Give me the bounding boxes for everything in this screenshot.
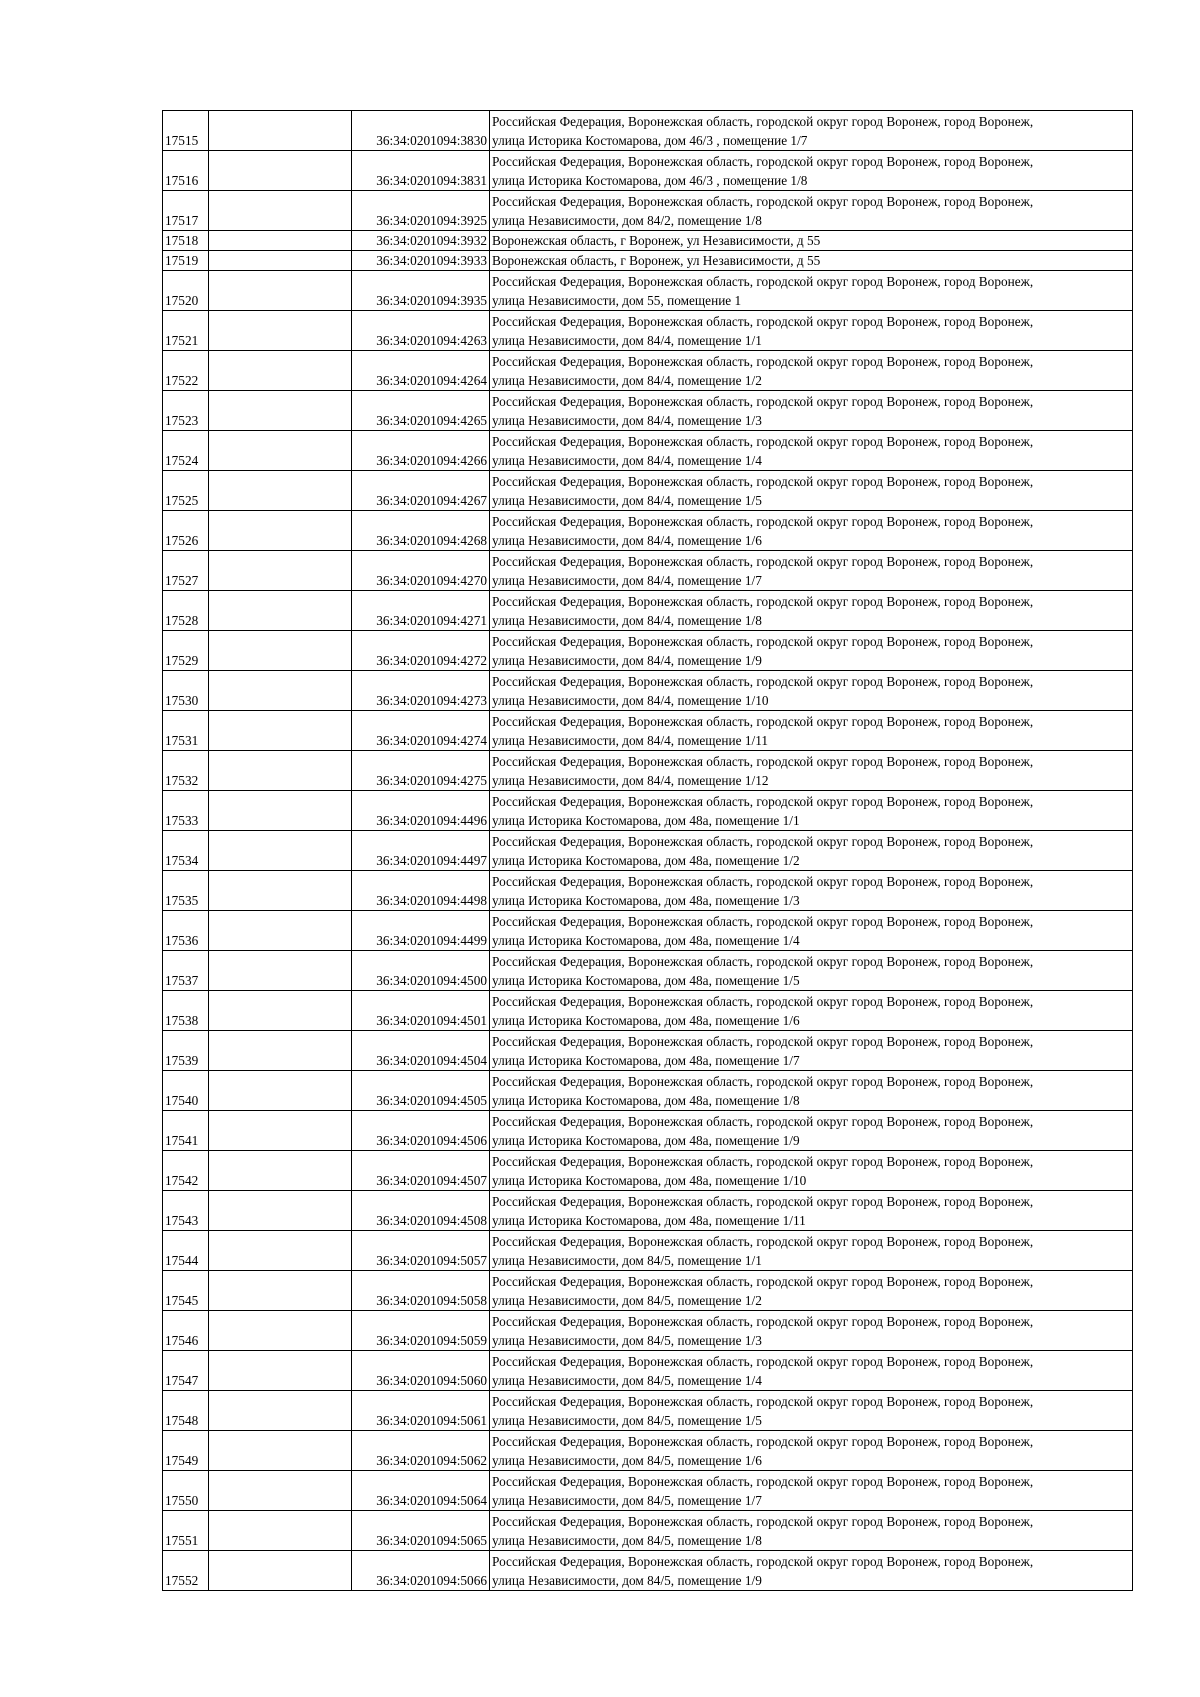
cadastral-number-cell: 36:34:0201094:4263 [352,311,490,351]
cadastral-number-cell: 36:34:0201094:5065 [352,1511,490,1551]
address-cell [490,251,1133,271]
address-cell [490,1311,1133,1351]
address-cell [490,1111,1133,1151]
row-number-cell: 17531 [163,711,209,751]
table-row [163,831,1133,871]
address-line: улица Независимости, дом 84/4, помещение 1/2 [492,373,762,388]
address-line: улица Независимости, дом 84/5, помещение 1/7 [492,1493,762,1508]
cadastral-number-cell: 36:34:0201094:3831 [352,151,490,191]
address-line: улица Независимости, дом 84/4, помещение 1/9 [492,653,762,668]
empty-cell [209,1031,352,1071]
table-row [163,1031,1133,1071]
address-line: Российская Федерация, Воронежская область, городской округ город Воронеж, город Воронеж, [492,994,1034,1009]
row-number-cell: 17528 [163,591,209,631]
table-row [163,1191,1133,1231]
empty-cell [209,1551,352,1591]
address-cell [490,1551,1133,1591]
cadastral-number-cell: 36:34:0201094:5066 [352,1551,490,1591]
table-row [163,471,1133,511]
cadastral-number-cell: 36:34:0201094:5059 [352,1311,490,1351]
cadastral-number-cell: 36:34:0201094:4506 [352,1111,490,1151]
row-number-cell: 17525 [163,471,209,511]
address-line: улица Независимости, дом 84/5, помещение 1/6 [492,1453,762,1468]
empty-cell [209,871,352,911]
address-line: улица Историка Костомарова, дом 48а, помещение 1/5 [492,973,800,988]
address-line: Российская Федерация, Воронежская область, городской округ город Воронеж, город Воронеж, [492,594,1034,609]
row-number-cell: 17541 [163,1111,209,1151]
table-row [163,1551,1133,1591]
address-line: улица Независимости, дом 84/4, помещение 1/5 [492,493,762,508]
address-line: улица Историка Костомарова, дом 48а, помещение 1/9 [492,1133,800,1148]
empty-cell [209,1191,352,1231]
empty-cell [209,191,352,231]
address-line: Российская Федерация, Воронежская область, городской округ город Воронеж, город Воронеж, [492,474,1034,489]
address-line: улица Историка Костомарова, дом 46/3 , помещение 1/7 [492,133,808,148]
address-line: Российская Федерация, Воронежская область, городской округ город Воронеж, город Воронеж, [492,1074,1034,1089]
address-cell [490,551,1133,591]
row-number-cell: 17522 [163,351,209,391]
address-line: Российская Федерация, Воронежская область, городской округ город Воронеж, город Воронеж, [492,1354,1034,1369]
empty-cell [209,231,352,251]
table-body [163,111,1133,1591]
address-line: улица Историка Костомарова, дом 48а, помещение 1/11 [492,1213,806,1228]
address-cell [490,951,1133,991]
address-cell [490,1031,1133,1071]
table-row [163,1231,1133,1271]
cadastral-number-cell: 36:34:0201094:4274 [352,711,490,751]
cadastral-number-cell: 36:34:0201094:4264 [352,351,490,391]
row-number-cell: 17517 [163,191,209,231]
table-row [163,631,1133,671]
empty-cell [209,511,352,551]
row-number-cell: 17533 [163,791,209,831]
address-cell [490,671,1133,711]
cadastral-number-cell: 36:34:0201094:4271 [352,591,490,631]
address-line: Российская Федерация, Воронежская область, городской округ город Воронеж, город Воронеж, [492,1394,1034,1409]
empty-cell [209,911,352,951]
address-line: улица Независимости, дом 84/5, помещение 1/9 [492,1573,762,1588]
cadastral-number-cell: 36:34:0201094:4275 [352,751,490,791]
address-cell [490,511,1133,551]
cadastral-number-cell: 36:34:0201094:3933 [352,251,490,271]
address-line: улица Независимости, дом 84/5, помещение 1/4 [492,1373,762,1388]
row-number-cell: 17546 [163,1311,209,1351]
table-row [163,1071,1133,1111]
cadastral-number-cell: 36:34:0201094:5060 [352,1351,490,1391]
address-cell [490,1471,1133,1511]
cadastral-number-cell: 36:34:0201094:4505 [352,1071,490,1111]
row-number-cell: 17535 [163,871,209,911]
cadastral-number-cell: 36:34:0201094:5064 [352,1471,490,1511]
address-cell [490,431,1133,471]
address-line: улица Независимости, дом 84/4, помещение 1/3 [492,413,762,428]
cadastral-number-cell: 36:34:0201094:4273 [352,671,490,711]
table-row [163,271,1133,311]
row-number-cell: 17534 [163,831,209,871]
row-number-cell: 17530 [163,671,209,711]
table-row [163,951,1133,991]
empty-cell [209,1271,352,1311]
empty-cell [209,711,352,751]
address-line: улица Независимости, дом 84/5, помещение 1/3 [492,1333,762,1348]
address-line: улица Независимости, дом 84/4, помещение 1/4 [492,453,762,468]
empty-cell [209,1391,352,1431]
address-line: улица Независимости, дом 84/4, помещение 1/10 [492,693,769,708]
address-line: Российская Федерация, Воронежская область, городской округ город Воронеж, город Воронеж, [492,314,1034,329]
table-row [163,751,1133,791]
row-number-cell: 17552 [163,1551,209,1591]
row-number-cell: 17516 [163,151,209,191]
table-row [163,351,1133,391]
table-row [163,151,1133,191]
address-cell [490,1511,1133,1551]
row-number-cell: 17544 [163,1231,209,1271]
address-line: улица Независимости, дом 84/5, помещение 1/1 [492,1253,762,1268]
address-cell [490,1391,1133,1431]
cadastral-number-cell: 36:34:0201094:3830 [352,111,490,151]
table-row [163,391,1133,431]
table-row [163,1351,1133,1391]
row-number-cell: 17518 [163,231,209,251]
address-cell [490,391,1133,431]
row-number-cell: 17538 [163,991,209,1031]
address-line: улица Историка Костомарова, дом 48а, помещение 1/7 [492,1053,800,1068]
empty-cell [209,791,352,831]
address-line: Российская Федерация, Воронежская область, городской округ город Воронеж, город Воронеж, [492,914,1034,929]
cadastral-number-cell: 36:34:0201094:4272 [352,631,490,671]
empty-cell [209,431,352,471]
table-row [163,671,1133,711]
table-row [163,991,1133,1031]
address-line: улица Историка Костомарова, дом 48а, помещение 1/3 [492,893,800,908]
row-number-cell: 17524 [163,431,209,471]
address-line: Российская Федерация, Воронежская область, городской округ город Воронеж, город Воронеж, [492,954,1034,969]
address-cell [490,711,1133,751]
address-line: Российская Федерация, Воронежская область, городской округ город Воронеж, город Воронеж, [492,1114,1034,1129]
cadastral-number-cell: 36:34:0201094:4504 [352,1031,490,1071]
address-line: Российская Федерация, Воронежская область, городской округ город Воронеж, город Воронеж, [492,1034,1034,1049]
row-number-cell: 17537 [163,951,209,991]
table-row [163,251,1133,271]
address-cell [490,871,1133,911]
cadastral-number-cell: 36:34:0201094:4499 [352,911,490,951]
address-cell [490,831,1133,871]
address-line: улица Независимости, дом 84/2, помещение 1/8 [492,213,762,228]
cadastral-number-cell: 36:34:0201094:3935 [352,271,490,311]
address-line: улица Независимости, дом 84/4, помещение 1/1 [492,333,762,348]
row-number-cell: 17529 [163,631,209,671]
address-cell [490,111,1133,151]
cadastral-number-cell: 36:34:0201094:3932 [352,231,490,251]
address-line: улица Историка Костомарова, дом 46/3 , помещение 1/8 [492,173,808,188]
address-line: улица Независимости, дом 84/5, помещение 1/2 [492,1293,762,1308]
row-number-cell: 17527 [163,551,209,591]
table-row [163,431,1133,471]
table-row [163,1151,1133,1191]
table-row [163,1391,1133,1431]
row-number-cell: 17520 [163,271,209,311]
address-line: Российская Федерация, Воронежская область, городской округ город Воронеж, город Воронеж, [492,1474,1034,1489]
address-line: Российская Федерация, Воронежская область, городской округ город Воронеж, город Воронеж, [492,114,1034,129]
address-line: Российская Федерация, Воронежская область, городской округ город Воронеж, город Воронеж, [492,1434,1034,1449]
address-line: улица Историка Костомарова, дом 48а, помещение 1/10 [492,1173,807,1188]
address-cell [490,1431,1133,1471]
address-line: Российская Федерация, Воронежская область, городской округ город Воронеж, город Воронеж, [492,274,1034,289]
cadastral-number-cell: 36:34:0201094:5057 [352,1231,490,1271]
empty-cell [209,1351,352,1391]
empty-cell [209,1471,352,1511]
address-line: улица Независимости, дом 84/5, помещение 1/8 [492,1533,762,1548]
address-line: улица Независимости, дом 84/4, помещение 1/7 [492,573,762,588]
empty-cell [209,1231,352,1271]
address-line: улица Историка Костомарова, дом 48а, помещение 1/1 [492,813,800,828]
cadastral-number-cell: 36:34:0201094:4496 [352,791,490,831]
address-line: Российская Федерация, Воронежская область, городской округ город Воронеж, город Воронеж, [492,514,1034,529]
empty-cell [209,311,352,351]
row-number-cell: 17539 [163,1031,209,1071]
cadastral-number-cell: 36:34:0201094:4501 [352,991,490,1031]
cadastral-number-cell: 36:34:0201094:4498 [352,871,490,911]
address-line: Российская Федерация, Воронежская область, городской округ город Воронеж, город Воронеж, [492,1514,1034,1529]
cadastral-number-cell: 36:34:0201094:4266 [352,431,490,471]
address-cell [490,1151,1133,1191]
table-row [163,791,1133,831]
table-row [163,1431,1133,1471]
table-row [163,511,1133,551]
address-line: Российская Федерация, Воронежская область, городской округ город Воронеж, город Воронеж, [492,354,1034,369]
address-line: Российская Федерация, Воронежская область, городской округ город Воронеж, город Воронеж, [492,874,1034,889]
empty-cell [209,1071,352,1111]
registry-table [162,110,1133,1591]
address-cell [490,751,1133,791]
table-row [163,311,1133,351]
address-line: Российская Федерация, Воронежская область, городской округ город Воронеж, город Воронеж, [492,394,1034,409]
row-number-cell: 17543 [163,1191,209,1231]
empty-cell [209,1151,352,1191]
cadastral-number-cell: 36:34:0201094:4507 [352,1151,490,1191]
table-row [163,1471,1133,1511]
address-line: Воронежская область, г Воронеж, ул Независимости, д 55 [492,233,821,248]
empty-cell [209,391,352,431]
table-row [163,551,1133,591]
address-line: улица Независимости, дом 84/4, помещение 1/8 [492,613,762,628]
row-number-cell: 17523 [163,391,209,431]
table-row [163,1271,1133,1311]
cadastral-number-cell: 36:34:0201094:4265 [352,391,490,431]
address-line: Российская Федерация, Воронежская область, городской округ город Воронеж, город Воронеж, [492,194,1034,209]
table-row [163,1311,1133,1351]
address-line: улица Историка Костомарова, дом 48а, помещение 1/6 [492,1013,800,1028]
empty-cell [209,991,352,1031]
address-cell [490,791,1133,831]
cadastral-number-cell: 36:34:0201094:4500 [352,951,490,991]
table-row [163,591,1133,631]
address-line: улица Независимости, дом 84/5, помещение 1/5 [492,1413,762,1428]
empty-cell [209,631,352,671]
address-line: Российская Федерация, Воронежская область, городской округ город Воронеж, город Воронеж, [492,1154,1034,1169]
table-row [163,871,1133,911]
empty-cell [209,1431,352,1471]
address-cell [490,471,1133,511]
empty-cell [209,1311,352,1351]
address-line: Российская Федерация, Воронежская область, городской округ город Воронеж, город Воронеж, [492,1314,1034,1329]
row-number-cell: 17542 [163,1151,209,1191]
row-number-cell: 17515 [163,111,209,151]
address-line: Российская Федерация, Воронежская область, городской округ город Воронеж, город Воронеж, [492,154,1034,169]
row-number-cell: 17551 [163,1511,209,1551]
address-cell [490,151,1133,191]
cadastral-number-cell: 36:34:0201094:5061 [352,1391,490,1431]
address-cell [490,1191,1133,1231]
empty-cell [209,111,352,151]
address-line: Российская Федерация, Воронежская область, городской округ город Воронеж, город Воронеж, [492,1274,1034,1289]
address-line: Воронежская область, г Воронеж, ул Независимости, д 55 [492,253,821,268]
address-line: Российская Федерация, Воронежская область, городской округ город Воронеж, город Воронеж, [492,1554,1034,1569]
address-cell [490,351,1133,391]
row-number-cell: 17532 [163,751,209,791]
address-line: Российская Федерация, Воронежская область, городской округ город Воронеж, город Воронеж, [492,1234,1034,1249]
address-line: Российская Федерация, Воронежская область, городской округ город Воронеж, город Воронеж, [492,794,1034,809]
cadastral-number-cell: 36:34:0201094:3925 [352,191,490,231]
address-line: Российская Федерация, Воронежская область, городской округ город Воронеж, город Воронеж, [492,1194,1034,1209]
empty-cell [209,271,352,311]
address-line: Российская Федерация, Воронежская область, городской округ город Воронеж, город Воронеж, [492,554,1034,569]
table-row [163,711,1133,751]
empty-cell [209,831,352,871]
row-number-cell: 17540 [163,1071,209,1111]
row-number-cell: 17519 [163,251,209,271]
cadastral-number-cell: 36:34:0201094:4497 [352,831,490,871]
empty-cell [209,471,352,511]
address-cell [490,1351,1133,1391]
address-cell [490,911,1133,951]
address-cell [490,271,1133,311]
cadastral-number-cell: 36:34:0201094:5058 [352,1271,490,1311]
row-number-cell: 17547 [163,1351,209,1391]
address-cell [490,191,1133,231]
empty-cell [209,1111,352,1151]
row-number-cell: 17548 [163,1391,209,1431]
address-cell [490,631,1133,671]
table-row [163,111,1133,151]
table-row [163,1511,1133,1551]
row-number-cell: 17549 [163,1431,209,1471]
address-line: улица Независимости, дом 55, помещение 1 [492,293,742,308]
address-line: Российская Федерация, Воронежская область, городской округ город Воронеж, город Воронеж, [492,674,1034,689]
table-row [163,1111,1133,1151]
cadastral-number-cell: 36:34:0201094:4267 [352,471,490,511]
address-line: улица Историка Костомарова, дом 48а, помещение 1/2 [492,853,800,868]
cadastral-number-cell: 36:34:0201094:4508 [352,1191,490,1231]
cadastral-number-cell: 36:34:0201094:4268 [352,511,490,551]
address-line: улица Историка Костомарова, дом 48а, помещение 1/4 [492,933,800,948]
empty-cell [209,1511,352,1551]
address-line: Российская Федерация, Воронежская область, городской округ город Воронеж, город Воронеж, [492,434,1034,449]
empty-cell [209,151,352,191]
address-cell [490,231,1133,251]
row-number-cell: 17526 [163,511,209,551]
cadastral-number-cell: 36:34:0201094:5062 [352,1431,490,1471]
table-row [163,231,1133,251]
address-cell [490,1071,1133,1111]
row-number-cell: 17536 [163,911,209,951]
empty-cell [209,351,352,391]
address-cell [490,1231,1133,1271]
address-line: улица Независимости, дом 84/4, помещение 1/12 [492,773,769,788]
address-line: Российская Федерация, Воронежская область, городской округ город Воронеж, город Воронеж, [492,754,1034,769]
empty-cell [209,591,352,631]
empty-cell [209,751,352,791]
cadastral-number-cell: 36:34:0201094:4270 [352,551,490,591]
empty-cell [209,551,352,591]
address-line: Российская Федерация, Воронежская область, городской округ город Воронеж, город Воронеж, [492,834,1034,849]
row-number-cell: 17550 [163,1471,209,1511]
address-line: Российская Федерация, Воронежская область, городской округ город Воронеж, город Воронеж, [492,714,1034,729]
address-cell [490,991,1133,1031]
empty-cell [209,951,352,991]
empty-cell [209,251,352,271]
address-cell [490,311,1133,351]
address-cell [490,591,1133,631]
empty-cell [209,671,352,711]
address-line: улица Независимости, дом 84/4, помещение 1/11 [492,733,769,748]
address-line: Российская Федерация, Воронежская область, городской округ город Воронеж, город Воронеж, [492,634,1034,649]
address-line: улица Историка Костомарова, дом 48а, помещение 1/8 [492,1093,800,1108]
address-cell [490,1271,1133,1311]
row-number-cell: 17521 [163,311,209,351]
table-row [163,911,1133,951]
table-row [163,191,1133,231]
address-line: улица Независимости, дом 84/4, помещение 1/6 [492,533,762,548]
row-number-cell: 17545 [163,1271,209,1311]
